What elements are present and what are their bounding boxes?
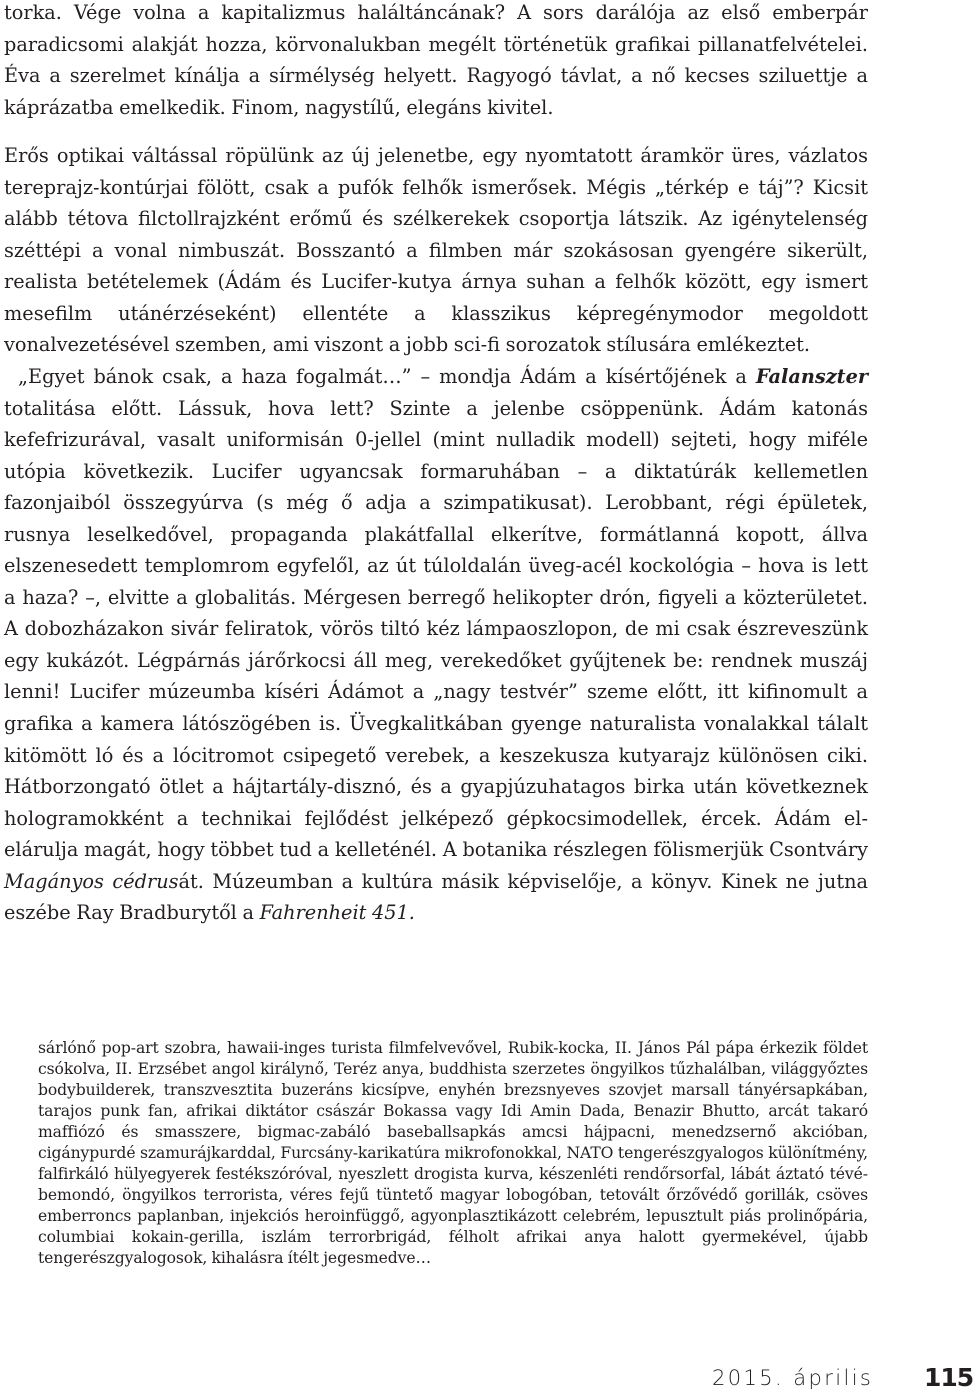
- paragraph-3-part-1: „Egyet bánok csak, a haza fogalmát…” – mondja Ádám a kísértőjének a: [18, 365, 756, 389]
- fahrenheit-title: Fahrenheit 451.: [259, 901, 415, 925]
- footnote-text: sárlónő pop-art szobra, hawaii-inges turista filmfelvevővel, Rubik-kocka, II. János Pál pápa érkezik földet csókolva, II. Erzsébet angol királynő, Teréz anya, buddhista szerzetes öngyilkos tűzhalálban, világgyőztes bodybuilderek, transzvesztita buzeráns kicsípve, enyhén brezsnyeves szovjet marsall tányérsapkában, tarajos punk fan, afrikai diktátor császár Bokassa vagy Idi Amin Dada, Benazir Bhutto, arcát takaró maffiózó és smasszere, bigmac-zabáló baseballsapkás amcsi hájpacni, menedzsernő akcióban, cigánypurdé szamurájkarddal, Furcsány-karikatúra mikrofonokkal, NATO tengerészgyalogos különítmény, falfirkáló hülyegyerek festékszóróval, nyeszlett drogista kurva, készenléti rendőrsorfal, lábát áztató tévébemondó, öngyilkos terrorista, véres fejű tüntető magyar lobogóban, tetovált őrzővédő gorillák, csöves emberroncs paplanban, injekciós heroinfüggő, agyonplasztikázott celebrém, lepusztult piás prolinőpária, columbiai kokain-gerilla, iszlám terrorbrigád, félholt afrikai anya halott gyermekével, újabb tengerészgyalogosok, kihalásra ítélt jegesmedve…: [38, 1039, 868, 1268]
- footnote: [38, 1038, 868, 1270]
- page-number: 115: [924, 1363, 973, 1392]
- main-text: [4, 0, 868, 929]
- paragraph-3-part-2: totalitása előtt. Lássuk, hova lett? Szinte a jelenbe csöppenünk. Ádám katonás kefefrizurával, vasalt uniformisán 0-jellel (mint nulladik modell) sejteti, hogy miféle utópia következik. Lucifer ugyancsak formaruhában – a diktatúrák kellemetlen fazonjaiból összegyúrva (s még ő adja a szimpatikusat). Lerobbant, régi épületek, rusnya leselkedővel, propaganda plakátfallal elkerítve, formátlanná kopott, állva elszenesedett templomrom egyfelől, az út túloldalán üveg-acél kockológia – hova is lett a haza? –, elvitte a globalitás. Mérgesen berregő helikopter drón, figyeli a közterületet. A dobozházakon sivár feliratok, vörös tiltó kéz lámpaoszlopon, de mi csak észreveszünk egy kukázót. Légpárnás járőrkocsi áll meg, verekedőket gyűjtenek be: rendnek muszáj lenni! Lucifer múzeumba kíséri Ádámot a „nagy testvér” szeme előtt, itt kifinomult a grafika a kamera látószögében is. Üvegkalitkában gyenge naturalista vonalakkal tálalt kitömött ló és a lócitromot csipegető verebek, a keszekusza kutyarajz különösen ciki. Hátborzongató ötlet a hájtartály-disznó, és a gyapjúzuhatagos birka után következnek hologramokként a technikai fejlődést jelképező gépkocsimodellek, ércek. Ádám el-elárulja magát, hogy többet tud a kelleténél. A botanika részlegen fölismerjük Csontváry: [4, 396, 868, 862]
- csontvary-title: Magányos cédrus: [4, 869, 179, 893]
- paragraph-1: torka. Vége volna a kapitalizmus haláltáncának? A sors darálója az első emberpár paradicsomi alakját hozza, körvonalukban megélt történetük grafikai pillanatfelvételei. Éva a szerelmet kínálja a sírmélység helyett. Ragyogó távlat, a nő kecses sziluettje a káprázatba emelkedik. Finom, nagystílű, elegáns kivitel.: [4, 1, 868, 119]
- paragraph-2: Erős optikai váltással röpülünk az új jelenetbe, egy nyomtatott áramkör üres, vázlatos tereprajz-kontúrjai fölött, csak a pufók felhők ismerősek. Mégis „térkép e táj”? Kicsit alább tétova filctollrajzként erőmű és szélkerekek csoportja látszik. Az igénytelenség széttépi a vonal nimbuszát. Bosszantó a filmben már szokásosan gyengére sikerült, realista betételemek (Ádám és Lucifer-kutya árnya suhan a felhők között, egy ismert mesefilm utánérzéseként) ellentéte a klasszikus képregénymodor megoldott vonalvezetésével szemben, ami viszont a jobb sci-fi sorozatok stílusára emlékeztet.: [4, 144, 868, 357]
- paragraph-3-part-3: át. Múzeumban a kultúra másik képviselője, a könyv. Kinek ne jutna eszébe Ray Bradburytől a: [4, 869, 868, 925]
- paragraph-3: [4, 361, 868, 929]
- falanszter-title: Falanszter: [755, 365, 868, 389]
- issue-date: 2015. április: [712, 1366, 874, 1390]
